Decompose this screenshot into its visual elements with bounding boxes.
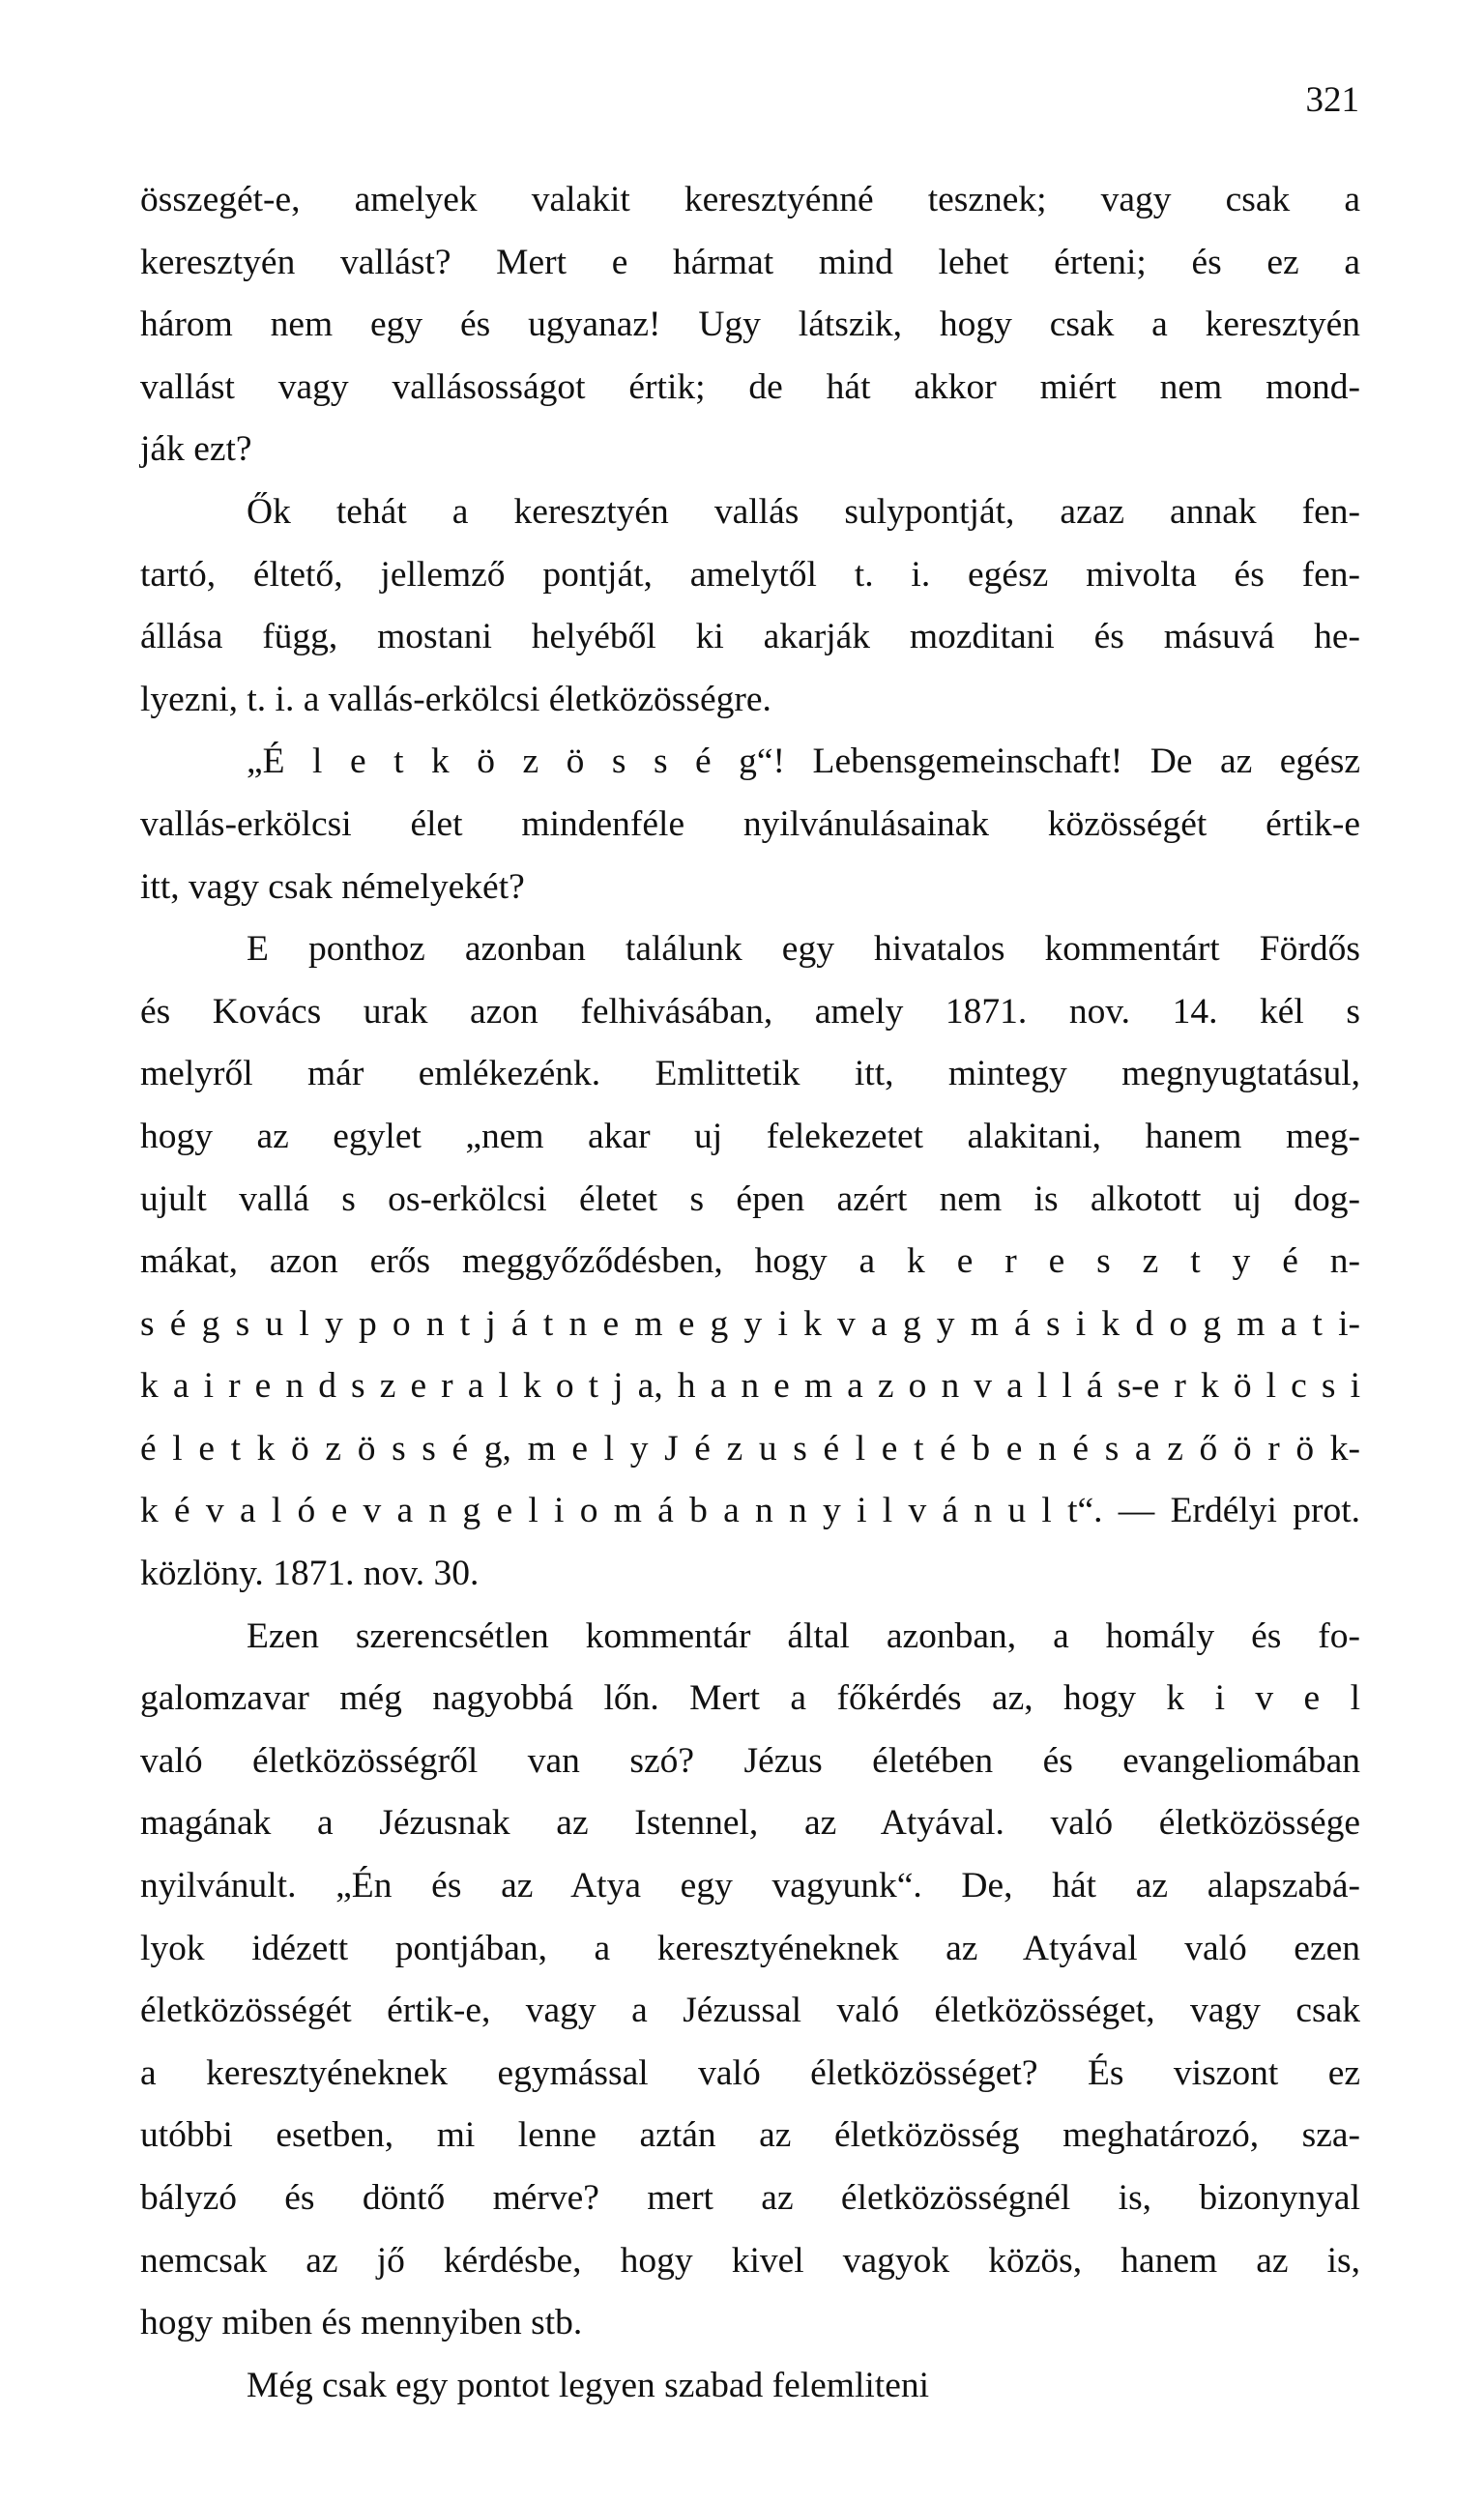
body-text: [140, 169, 1360, 2417]
text-line: „É l e t k ö z ö s s é g“! Lebensgemeinschaft! De az egész: [247, 742, 1360, 782]
text-line: ják ezt?: [140, 429, 252, 470]
text-line: magának a Jézusnak az Istennel, az Atyával. való életközössége: [140, 1803, 1360, 1844]
text-line: és Kovács urak azon felhivásában, amely 1871. nov. 14. kél s: [140, 991, 1360, 1032]
text-line: Még csak egy pontot legyen szabad felemliteni: [247, 2365, 930, 2405]
text-line: lyok idézett pontjában, a keresztyéneknek az Atyával való ezen: [140, 1928, 1360, 1968]
text-line: való életközösségről van szó? Jézus életében és evangeliomában: [140, 1740, 1360, 1781]
text-line: lyezni, t. i. a vallás-erkölcsi életközösségre.: [140, 679, 771, 719]
text-line: a keresztyéneknek egymással való életközösséget? És viszont ez: [140, 2052, 1360, 2093]
text-line: Ők tehát a keresztyén vallás sulypontját, azaz annak fen-: [247, 491, 1360, 532]
text-line: keresztyén vallást? Mert e hármat mind lehet érteni; és ez a: [140, 242, 1360, 282]
text-line: Ezen szerencsétlen kommentár által azonban, a homály és fo-: [247, 1615, 1360, 1656]
text-line: galomzavar még nagyobbá lőn. Mert a főkérdés az, hogy k i v e l: [140, 1678, 1360, 1719]
text-line: életközösségét értik-e, vagy a Jézussal való életközösséget, vagy csak: [140, 1991, 1360, 2031]
text-line: nyilvánult. „Én és az Atya egy vagyunk“. De, hát az alapszabá-: [140, 1866, 1360, 1906]
text-line: k a i r e n d s z e r a l k o t j a, h a n e m a z o n v a l l á s-e r k ö l c s i: [140, 1366, 1360, 1407]
text-line: é l e t k ö z ö s s é g, m e l y J é z u s é l e t é b e n é s a z ő ö r ö k-: [140, 1428, 1360, 1469]
text-line: nemcsak az jő kérdésbe, hogy kivel vagyok közös, hanem az is,: [140, 2240, 1360, 2281]
text-line: három nem egy és ugyanaz! Ugy látszik, hogy csak a keresztyén: [140, 305, 1360, 345]
text-line: összegét-e, amelyek valakit keresztyénné tesznek; vagy csak a: [140, 180, 1360, 219]
text-line: hogy miben és mennyiben stb.: [140, 2303, 583, 2343]
text-line: közlöny. 1871. nov. 30.: [140, 1554, 480, 1594]
text-line: ujult vallá s os-erkölcsi életet s épen azért nem is alkotott uj dog-: [140, 1178, 1360, 1219]
text-line: vallás-erkölcsi élet mindenféle nyilvánulásainak közösségét értik-e: [140, 803, 1360, 844]
text-line: mákat, azon erős meggyőződésben, hogy a k e r e s z t y é n-: [140, 1241, 1360, 1282]
text-line: hogy az egylet „nem akar uj felekezetet alakitani, hanem meg-: [140, 1116, 1360, 1156]
page-number: 321: [1305, 80, 1359, 120]
text-line: s é g s u l y p o n t j á t n e m e g y i k v a g y m á s i k d o g m a t i-: [140, 1303, 1360, 1344]
text-line: E ponthoz azonban találunk egy hivatalos kommentárt Fördős: [247, 929, 1360, 970]
text-line: állása függ, mostani helyéből ki akarják mozditani és másuvá he-: [140, 617, 1360, 657]
text-line: vallást vagy vallásosságot értik; de hát akkor miért nem mond-: [140, 366, 1360, 407]
text-line: utóbbi esetben, mi lenne aztán az életközösség meghatározó, sza-: [140, 2115, 1360, 2156]
text-line: k é v a l ó e v a n g e l i o m á b a n n y i l v á n u l t“. — Erdélyi prot.: [140, 1491, 1360, 1531]
text-line: melyről már emlékezénk. Emlittetik itt, mintegy megnyugtatásul,: [140, 1054, 1360, 1094]
text-line: tartó, éltető, jellemző pontját, amelytől t. i. egész mivolta és fen-: [140, 554, 1360, 595]
text-line: itt, vagy csak némelyekét?: [140, 866, 525, 907]
text-line: bályzó és döntő mérve? mert az életközösségnél is, bizonynyal: [140, 2178, 1360, 2218]
